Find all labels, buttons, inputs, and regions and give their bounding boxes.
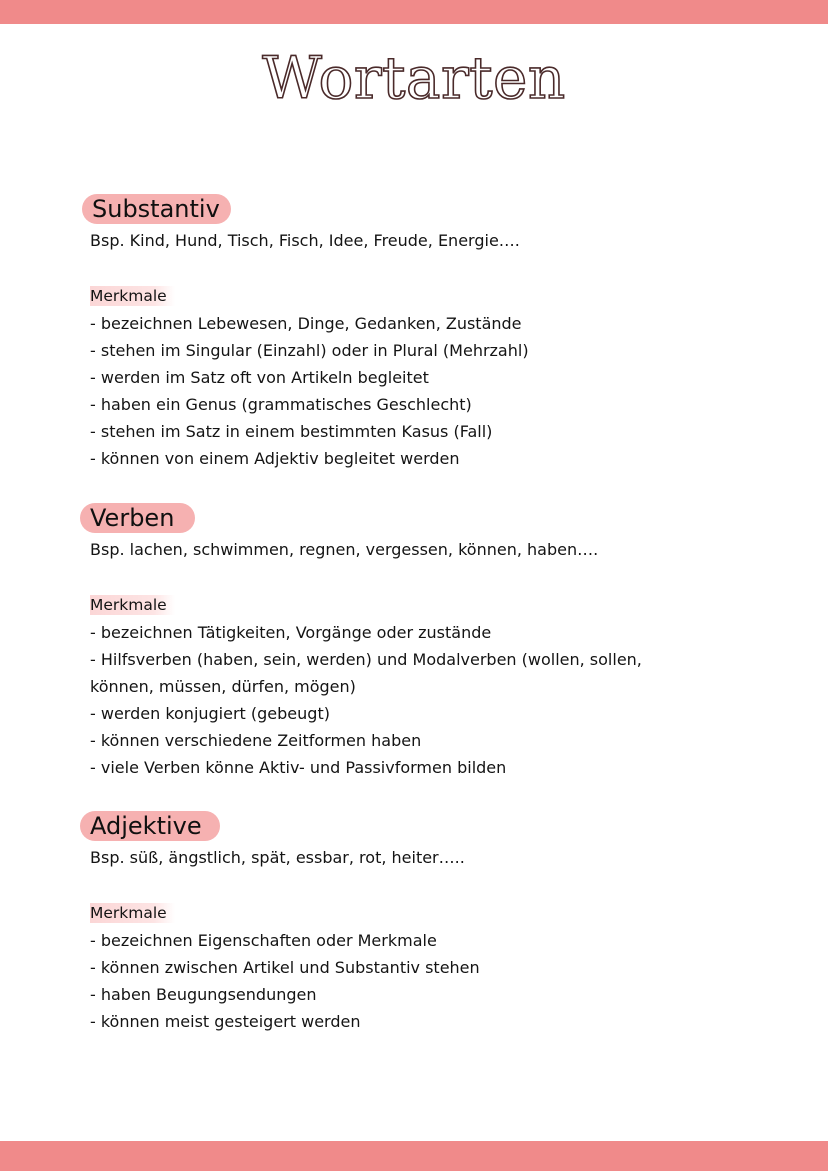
merkmale-label: Merkmale [90, 286, 175, 306]
list-item: - werden konjugiert (gebeugt) [90, 704, 330, 723]
page-title: Wortarten [262, 44, 566, 112]
section-heading: Substantiv [82, 194, 231, 224]
list-item: - können verschiedene Zeitformen haben [90, 731, 422, 750]
list-item: - bezeichnen Eigenschaften oder Merkmale [90, 931, 437, 950]
list-item: - bezeichnen Lebewesen, Dinge, Gedanken, Zustände [90, 314, 522, 333]
feature-list [90, 619, 642, 781]
list-item: - stehen im Satz in einem bestimmten Kasus (Fall) [90, 422, 493, 441]
feature-list [90, 310, 529, 472]
example-line: Bsp. lachen, schwimmen, regnen, vergessen, können, haben…. [90, 540, 599, 559]
list-item: - werden im Satz oft von Artikeln begleitet [90, 368, 429, 387]
list-item: - haben Beugungsendungen [90, 985, 317, 1004]
list-item: - viele Verben könne Aktiv- und Passivformen bilden [90, 758, 507, 777]
merkmale-label: Merkmale [90, 595, 175, 615]
example-line: Bsp. Kind, Hund, Tisch, Fisch, Idee, Freude, Energie…. [90, 231, 520, 250]
list-item: können, müssen, dürfen, mögen) [90, 677, 356, 696]
list-item: - können meist gesteigert werden [90, 1012, 361, 1031]
list-item: - können zwischen Artikel und Substantiv stehen [90, 958, 480, 977]
example-line: Bsp. süß, ängstlich, spät, essbar, rot, heiter….. [90, 848, 465, 867]
merkmale-label: Merkmale [90, 903, 175, 923]
section-heading: Verben [80, 503, 195, 533]
list-item: - Hilfsverben (haben, sein, werden) und Modalverben (wollen, sollen, [90, 650, 642, 669]
list-item: - bezeichnen Tätigkeiten, Vorgänge oder zustände [90, 623, 492, 642]
section-heading: Adjektive [80, 811, 220, 841]
feature-list [90, 927, 480, 1035]
bottom-accent-band [0, 1141, 828, 1171]
list-item: - stehen im Singular (Einzahl) oder in Plural (Mehrzahl) [90, 341, 529, 360]
list-item: - können von einem Adjektiv begleitet werden [90, 449, 460, 468]
list-item: - haben ein Genus (grammatisches Geschlecht) [90, 395, 472, 414]
top-accent-band [0, 0, 828, 24]
